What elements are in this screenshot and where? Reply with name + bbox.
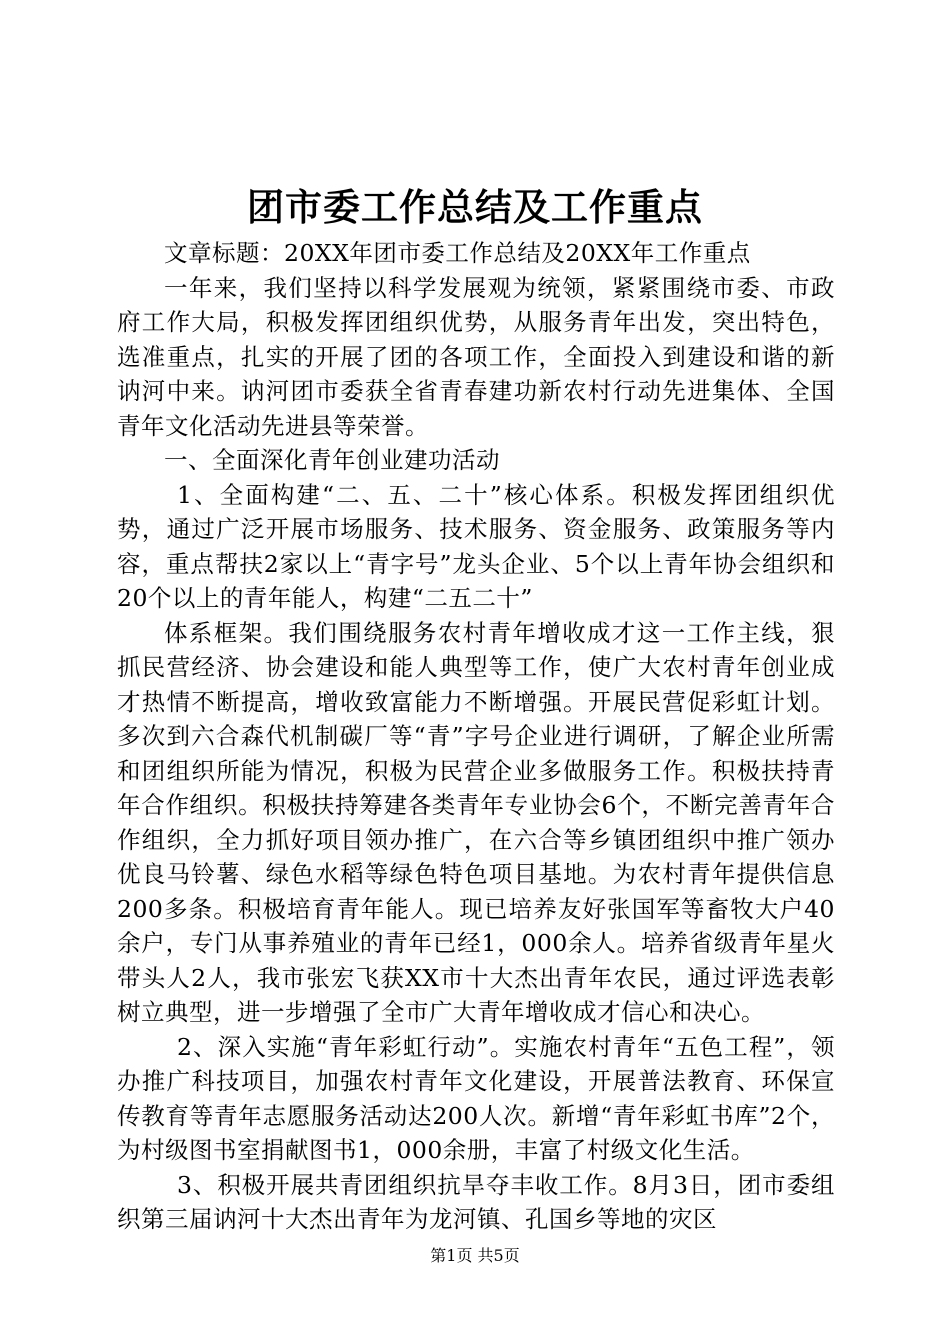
page-footer: 第1页 共5页 — [430, 1246, 520, 1265]
article-title-line: 文章标题：20XX年团市委工作总结及20XX年工作重点 — [164, 239, 751, 267]
document-title: 团市委工作总结及工作重点 — [247, 185, 703, 229]
intro-paragraph: 一年来，我们坚持以科学发展观为统领，紧紧围绕市委、市政府工作大局，积极发挥团组织优势，从服务青年出发，突出特色，选准重点，扎实的开展了团的各项工作，全面投入到建设和谐的新讷河中来。讷河团市委获全省青春建功新农村行动先进集体、全国青年文化活动先进县等荣誉。 — [117, 273, 835, 440]
item-3-paragraph: 3、积极开展共青团组织抗旱夺丰收工作。8月3日，团市委组织第三届讷河十大杰出青年为龙河镇、孔国乡等地的灾区 — [117, 1170, 835, 1233]
item-1-paragraph: 1、全面构建“二、五、二十”核心体系。积极发挥团组织优势，通过广泛开展市场服务、技术服务、资金服务、政策服务等内容，重点帮扶2家以上“青字号”龙头企业、5个以上青年协会组织和20个以上的青年能人，构建“二五二十” — [117, 480, 835, 612]
framework-paragraph: 体系框架。我们围绕服务农村青年增收成才这一工作主线，狠抓民营经济、协会建设和能人典型等工作，使广大农村青年创业成才热情不断提高，增收致富能力不断增强。开展民营促彩虹计划。多次到六合森代机制碳厂等“青”字号企业进行调研，了解企业所需和团组织所能为情况，积极为民营企业多做服务工作。积极扶持青年合作组织。积极扶持筹建各类青年专业协会6个，不断完善青年合作组织，全力抓好项目领办推广，在六合等乡镇团组织中推广领办优良马铃薯、绿色水稻等绿色特色项目基地。为农村青年提供信息200多条。积极培育青年能人。现已培养友好张国军等畜牧大户40余户，专门从事养殖业的青年已经1，000余人。培养省级青年星火带头人2人，我市张宏飞获XX市十大杰出青年农民，通过评选表彰树立典型，进一步增强了全市广大青年增收成才信心和决心。 — [117, 618, 835, 1026]
section-heading: 一、全面深化青年创业建功活动 — [164, 446, 500, 474]
item-2-paragraph: 2、深入实施“青年彩虹行动”。实施农村青年“五色工程”，领办推广科技项目，加强农村青年文化建设，开展普法教育、环保宣传教育等青年志愿服务活动达200人次。新增“青年彩虹书库”2个，为村级图书室捐献图书1，000余册，丰富了村级文化生活。 — [117, 1032, 835, 1164]
document-body — [117, 236, 835, 1237]
